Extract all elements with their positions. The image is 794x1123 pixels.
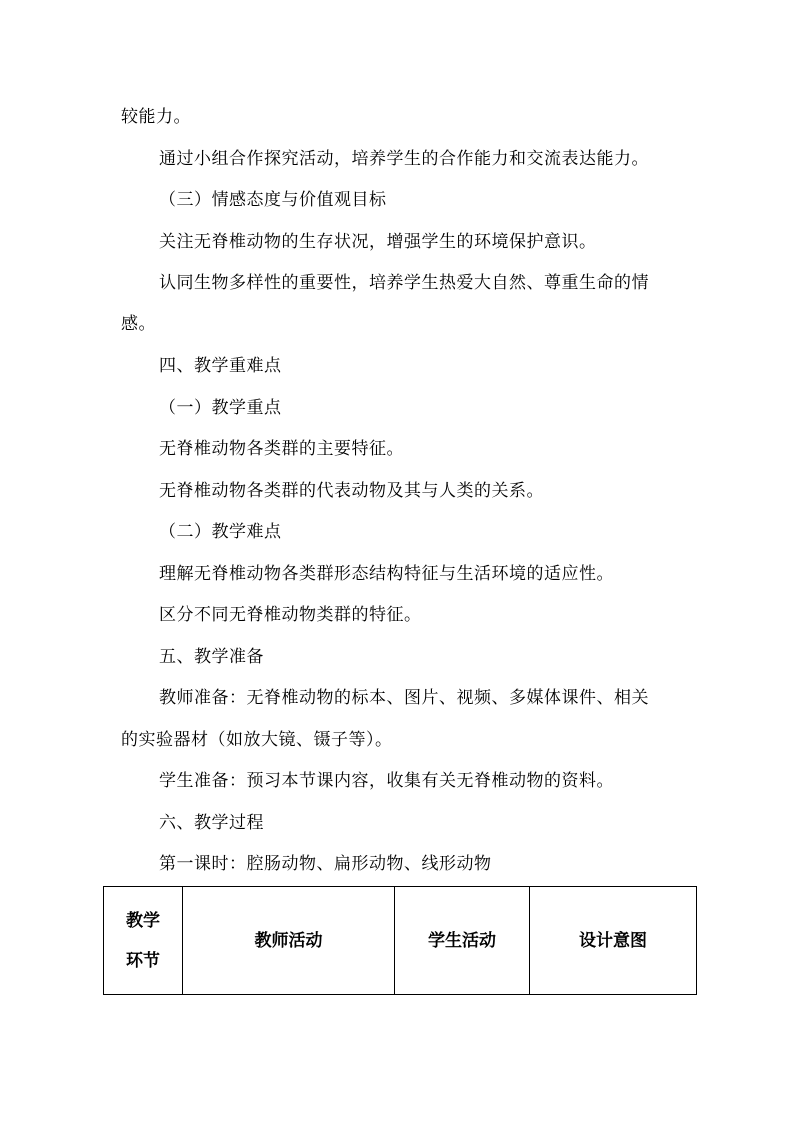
table-header-row [104,887,697,995]
section-heading: 四、教学重难点 [159,356,282,376]
header-cell-stage [104,887,183,995]
header-cell-student: 学生活动 [395,887,530,995]
paragraph-line: 区分不同无脊椎动物类群的特征。 [159,605,422,625]
section-heading: 六、教学过程 [159,813,264,833]
paragraph-line: 关注无脊椎动物的生存状况，增强学生的环境保护意识。 [159,232,597,252]
paragraph-line: 无脊椎动物各类群的代表动物及其与人类的关系。 [159,481,544,501]
paragraph-line: 无脊椎动物各类群的主要特征。 [159,439,404,459]
section-heading: （一）教学重点 [159,398,282,418]
paragraph-line: 理解无脊椎动物各类群形态结构特征与生活环境的适应性。 [159,564,614,584]
paragraph-line: 认同生物多样性的重要性，培养学生热爱大自然、尊重生命的情 [159,273,649,293]
paragraph-line: 感。 [121,314,156,334]
paragraph-line: 学生准备：预习本节课内容，收集有关无脊椎动物的资料。 [159,771,614,791]
section-heading: （二）教学难点 [159,522,282,542]
lesson-table [103,886,697,995]
paragraph-line: 教师准备：无脊椎动物的标本、图片、视频、多媒体课件、相关 [159,688,649,708]
paragraph-line: 通过小组合作探究活动，培养学生的合作能力和交流表达能力。 [159,149,649,169]
paragraph-line: 较能力。 [121,107,191,127]
header-stage-line2: 环节 [126,950,160,971]
header-cell-design: 设计意图 [530,887,697,995]
section-heading: （三）情感态度与价值观目标 [159,190,387,210]
header-stage-line1: 教学 [126,910,160,931]
section-heading: 五、教学准备 [159,647,264,667]
paragraph-line: 的实验器材（如放大镜、镊子等）。 [121,730,393,750]
paragraph-line: 第一课时：腔肠动物、扁形动物、线形动物 [159,854,492,874]
header-cell-teacher: 教师活动 [183,887,395,995]
